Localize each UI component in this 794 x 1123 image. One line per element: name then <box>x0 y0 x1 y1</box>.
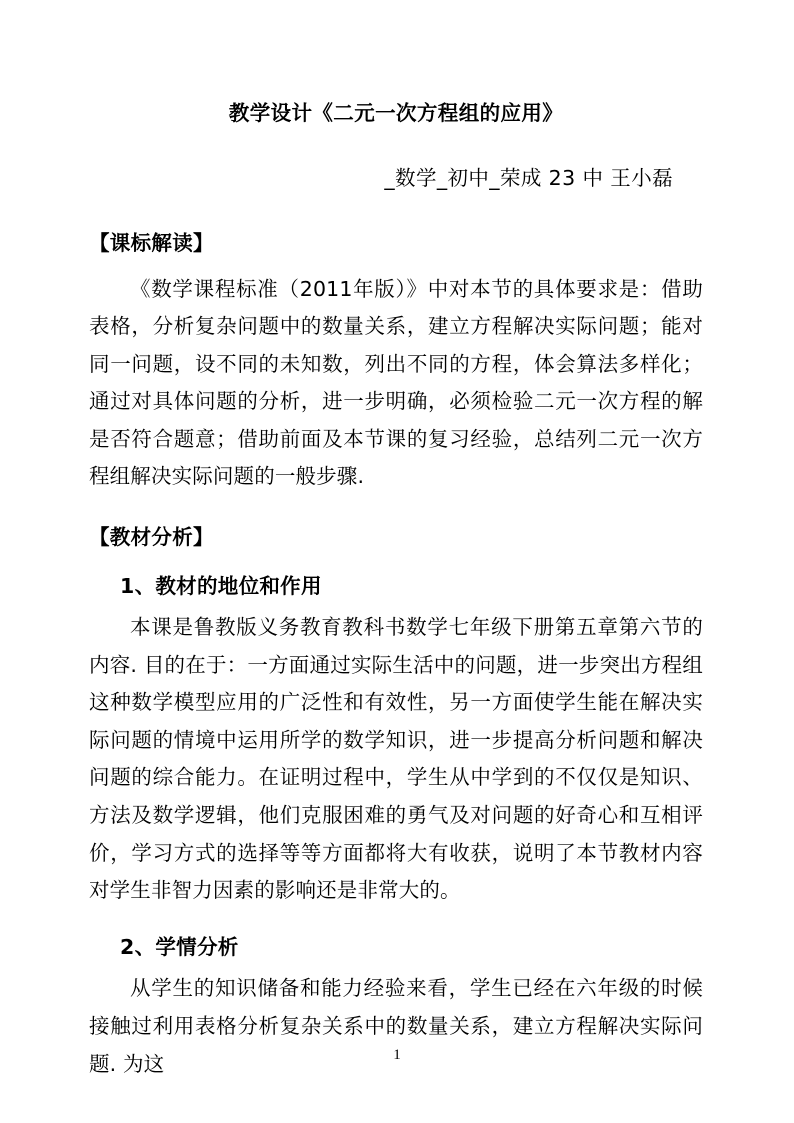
page-title: 教学设计《二元一次方程组的应用》 <box>228 101 564 125</box>
author-byline: _数学_初中_荣成 23 中 王小磊 <box>384 165 673 190</box>
paragraph-curriculum-standard: 《数学课程标准（2011年版）》中对本节的具体要求是：借助表格，分析复杂问题中的数量关系，建立方程解决实际问题；能对同一问题，设不同的未知数，列出不同的方程，体会算法多样化；通过对具体问题的分析，进一步明确，必须检验二元一次方程的解是否符合题意；借助前面及本节课的复习经验，总结列二元一次方程组解决实际问题的一般步骤. <box>89 276 703 489</box>
subsection-heading-student-analysis: 2、学情分析 <box>120 934 239 959</box>
page-number-footer: 1 <box>393 1047 401 1063</box>
document-body <box>89 0 703 1083</box>
paragraph-student-analysis: 从学生的知识储备和能力经验来看，学生已经在六年级的时候接触过利用表格分析复杂关系中的数量关系，建立方程解决实际问题. 为这 <box>89 976 703 1076</box>
section-heading-curriculum-standard: 【课标解读】 <box>89 231 214 255</box>
section-heading-textbook-analysis: 【教材分析】 <box>89 525 214 550</box>
subsection-heading-textbook-role: 1、教材的地位和作用 <box>120 573 322 598</box>
paragraph-textbook-role: 本课是鲁教版义务教育教科书数学七年级下册第五章第六节的内容. 目的在于：一方面通过实际生活中的问题，进一步突出方程组这种数学模型应用的广泛性和有效性，另一方面使学生能在解决实际问题的情境中运用所学的数学知识，进一步提高分析问题和解决问题的综合能力。在证明过程中，学生从中学到的不仅仅是知识、方法及数学逻辑，他们克服困难的勇气及对问题的好奇心和互相评价，学习方式的选择等等方面都将大有收获，说明了本节教材内容对学生非智力因素的影响还是非常大的。 <box>89 615 703 903</box>
